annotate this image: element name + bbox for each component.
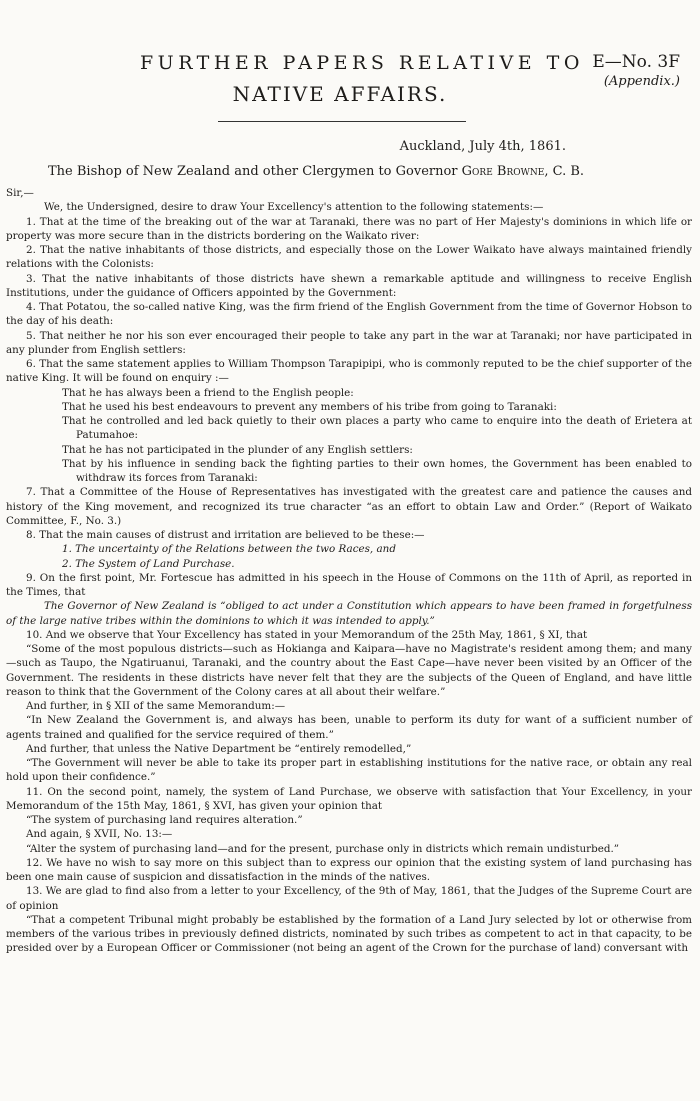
paragraph: 10. And we observe that Your Excellency has stated in your Memorandum of the 25th May, 1861, § XI, that [26, 628, 588, 641]
paragraph: And further, in § XII of the same Memorandum:— [26, 700, 286, 712]
paragraph: “The system of purchasing land requires alteration.” [26, 814, 303, 826]
paragraph: That he used his best endeavours to prevent any members of his tribe from going to Taranaki: [62, 400, 557, 413]
heading-suffix: , C. B. [544, 164, 585, 179]
paragraph: 3. That the native inhabitants of those districts have shewn a remarkable aptitude and willingness to receive English Institutions, under the guidance of Officers appointed by the Government: [6, 272, 692, 299]
salutation: Sir,— [6, 187, 34, 199]
paragraph: 4. That Potatou, the so-called native King, was the firm friend of the English Government from the time of Governor Hobson to the day of his death: [6, 301, 692, 328]
letter-body [6, 186, 692, 956]
paragraph: That he controlled and led back quietly to their own places a party who came to enquire into the death of Erietera at Patumahoe: [62, 415, 692, 442]
paragraph: 13. We are glad to find also from a letter to your Excellency, of the 9th of May, 1861, that the Judges of the Supreme Court are of opinion [6, 885, 692, 912]
paragraph: “That a competent Tribunal might probably be established by the formation of a Land Jury selected by lot or otherwise from members of the various tribes in previously defined districts, nominated by such tribes as competent to act in that capacity, to be presided over by a European Officer or Commissioner (not being an agent of the Crown for the purchase of land) conversant with [6, 913, 692, 955]
paragraph: 7. That a Committee of the House of Representatives has investigated with the greatest care and patience the causes and history of the King movement, and recognized its true character “as an effort to obtain Law and Order.” (Report of Waikato Committee, F., No. 3.) [6, 486, 692, 527]
paragraph: And again, § XVII, No. 13:— [26, 828, 173, 841]
paragraph: “In New Zealand the Government is, and always has been, unable to perform its duty for want of a sufficient number of agents trained and qualified for the service required of them.” [6, 714, 692, 741]
paragraph: We, the Undersigned, desire to draw Your Excellency's attention to the following statements:— [44, 201, 544, 214]
paragraph: 1. That at the time of the breaking out of the war at Taranaki, there was no part of Her Majesty's dominions in which life or property was more secure than in the districts bordering on the Waikato river: [6, 215, 692, 242]
heading-name: Gore Browne [461, 164, 545, 179]
paragraph: And further, that unless the Native Department be “entirely remodelled,” [26, 742, 412, 755]
paragraph: The Governor of New Zealand is “obliged to act under a Constitution which appears to have been framed in forgetfulness of the large native tribes within the dominions to which it was intended to apply.” [6, 600, 692, 627]
dateline: Auckland, July 4th, 1861. [399, 139, 566, 154]
page-title: FURTHER PAPERS RELATIVE TO [140, 52, 584, 74]
paragraph: 8. That the main causes of distrust and irritation are believed to be these:— [26, 529, 425, 541]
reference-number: E—No. 3F [592, 52, 680, 72]
paragraph: 2. That the native inhabitants of those districts, and especially those on the Lower Waikato have always maintained friendly relations with the Colonists: [6, 244, 692, 271]
paragraph: That he has always been a friend to the English people: [62, 386, 354, 399]
heading-prefix: The Bishop of New Zealand and other Clergymen to Governor [48, 164, 458, 179]
title-divider [218, 121, 466, 122]
paragraph: 5. That neither he nor his son ever encouraged their people to take any part in the war at Taranaki; nor have participated in any plunder from English settlers: [6, 329, 692, 356]
letter-heading [48, 164, 584, 179]
paragraph: That he has not participated in the plunder of any English settlers: [62, 443, 413, 456]
paragraph: 11. On the second point, namely, the system of Land Purchase, we observe with satisfaction that Your Excellency, in your Memorandum of the 15th May, 1861, § XVI, has given your opinion that [6, 785, 692, 812]
paragraph: 6. That the same statement applies to William Thompson Tarapipipi, who is commonly reputed to be the chief supporter of the native King. It will be found on enquiry :— [6, 358, 692, 385]
paragraph: That by his influence in sending back the fighting parties to their own homes, the Government has been enabled to withdraw its forces from Taranaki: [62, 457, 692, 484]
paragraph: “The Government will never be able to take its proper part in establishing institutions for the native race, or obtain any real hold upon their confidence.” [6, 757, 692, 784]
page-subtitle: NATIVE AFFAIRS. [232, 82, 448, 106]
paragraph: 1. The uncertainty of the Relations between the two Races, and [62, 543, 396, 556]
paragraph: 9. On the first point, Mr. Fortescue has admitted in his speech in the House of Commons on the 11th of April, as reported in the Times, that [6, 571, 692, 598]
paragraph: 12. We have no wish to say more on this subject than to express our opinion that the existing system of land purchasing has been one main cause of suspicion and dissatisfaction in the minds of the natives. [6, 856, 692, 883]
document-reference [592, 52, 680, 92]
paragraph: “Some of the most populous districts—such as Hokianga and Kaipara—have no Magistrate's resident among them; and many—such as Taupo, the Ngatiruanui, Taranaki, and the country about the East Cape—have never been visited by an Officer of the Government. The residents in these districts have never felt that they are the subjects of the Queen of England, and have little reason to think that the Government of the Colony cares at all about their welfare.” [6, 643, 692, 698]
reference-appendix: (Appendix.) [603, 74, 680, 89]
paragraph: 2. The System of Land Purchase. [62, 557, 235, 570]
paragraph: “Alter the system of purchasing land—and for the present, purchase only in districts which remain undisturbed.” [26, 842, 620, 855]
